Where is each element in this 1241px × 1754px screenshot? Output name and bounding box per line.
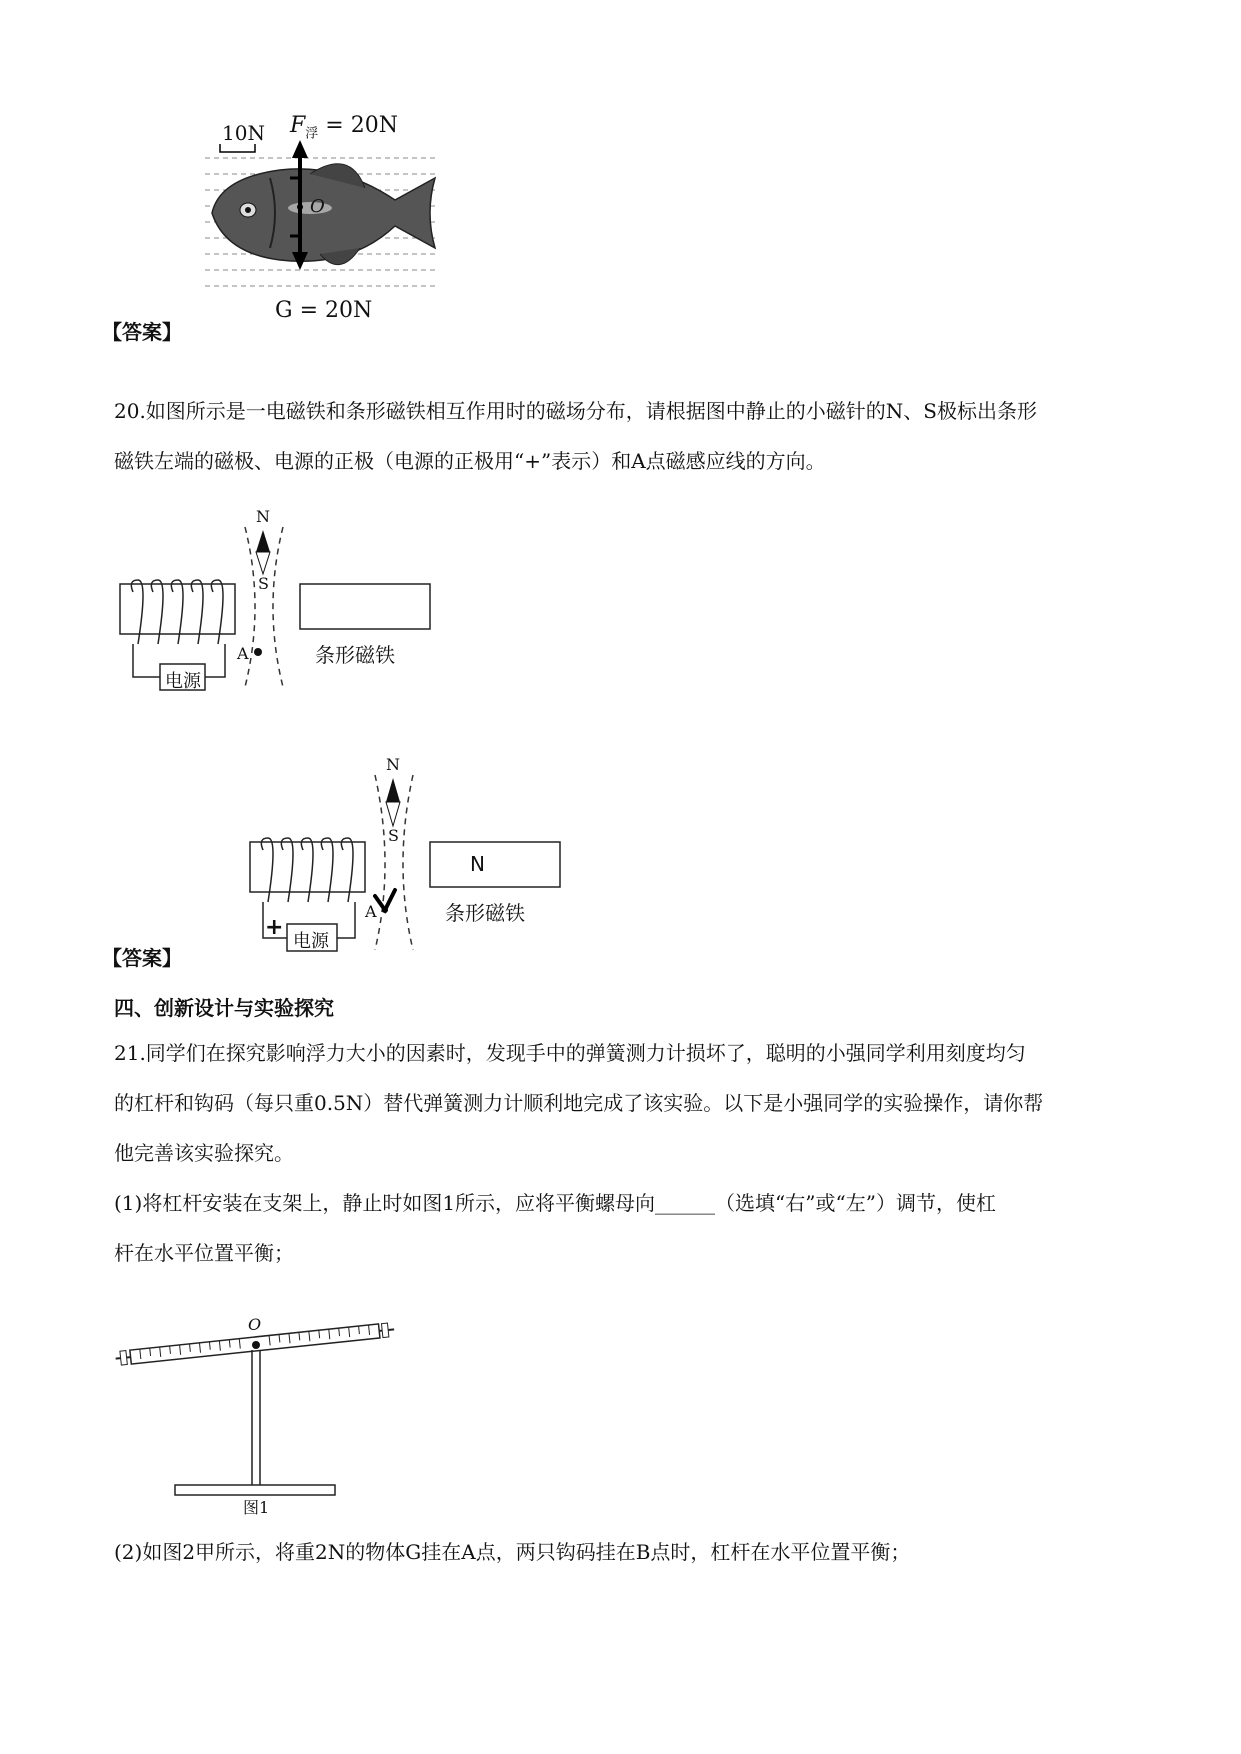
buoyancy-symbol: F (290, 113, 306, 138)
magnet-answer-figure (245, 750, 565, 955)
lever-figure (115, 1295, 400, 1515)
buoyancy-subscript: 浮 (305, 126, 319, 142)
figure1-caption: 图1 (243, 1498, 270, 1517)
power-source-label-2: 电源 (293, 931, 329, 952)
q20-line1: 20.如图所示是一电磁铁和条形磁铁相互作用时的磁场分布，请根据图中静止的小磁针的N、S极标出条形 (114, 399, 1038, 423)
gravity-label: G = 20N (275, 298, 373, 323)
q21-line3: 他完善该实验探究。 (114, 1141, 294, 1165)
answer-label-1: 【答案】 (102, 320, 182, 344)
q21-line1: 21.同学们在探究影响浮力大小的因素时，发现手中的弹簧测力计损坏了，聪明的小强同学利用刻度均匀 (114, 1041, 1026, 1065)
section-title: 四、创新设计与实验探究 (114, 996, 334, 1020)
plus-sign: + (265, 915, 284, 940)
scale-label: 10N (222, 121, 265, 145)
bar-magnet-label: 条形磁铁 (315, 643, 395, 667)
fish-force-figure (200, 108, 460, 328)
point-o-label: O (310, 196, 325, 217)
q21-step2: (2)如图2甲所示，将重2N的物体G挂在A点，两只钩码挂在B点时，杠杆在水平位置平衡； (114, 1540, 911, 1564)
magnet-pole-label: N (470, 852, 485, 876)
buoyancy-label (290, 113, 398, 141)
bar-magnet-label-2: 条形磁铁 (445, 901, 525, 925)
compass-s-label-2: S (388, 826, 399, 845)
compass-n-label-2: N (386, 755, 400, 774)
answer-label-2: 【答案】 (102, 946, 182, 970)
point-a-label-2: A (365, 902, 377, 921)
compass-n-label: N (256, 507, 270, 526)
q20-line2: 磁铁左端的磁极、电源的正极（电源的正极用“+”表示）和A点磁感应线的方向。 (114, 449, 826, 473)
q21-line2: 的杠杆和钩码（每只重0.5N）替代弹簧测力计顺利地完成了该实验。以下是小强同学的实验操作，请你帮 (114, 1091, 1044, 1115)
pivot-o-label: O (248, 1315, 262, 1334)
magnet-figure (115, 502, 435, 697)
point-a-label: A (237, 644, 249, 663)
compass-s-label: S (258, 574, 269, 593)
q21-step1-line1: (1)将杠杆安装在支架上，静止时如图1所示，应将平衡螺母向______（选填“右”或“左”）调节，使杠 (114, 1191, 996, 1215)
buoyancy-value: = 20N (318, 113, 398, 138)
power-source-label: 电源 (165, 671, 201, 692)
q21-step1-line2: 杆在水平位置平衡； (114, 1241, 294, 1265)
